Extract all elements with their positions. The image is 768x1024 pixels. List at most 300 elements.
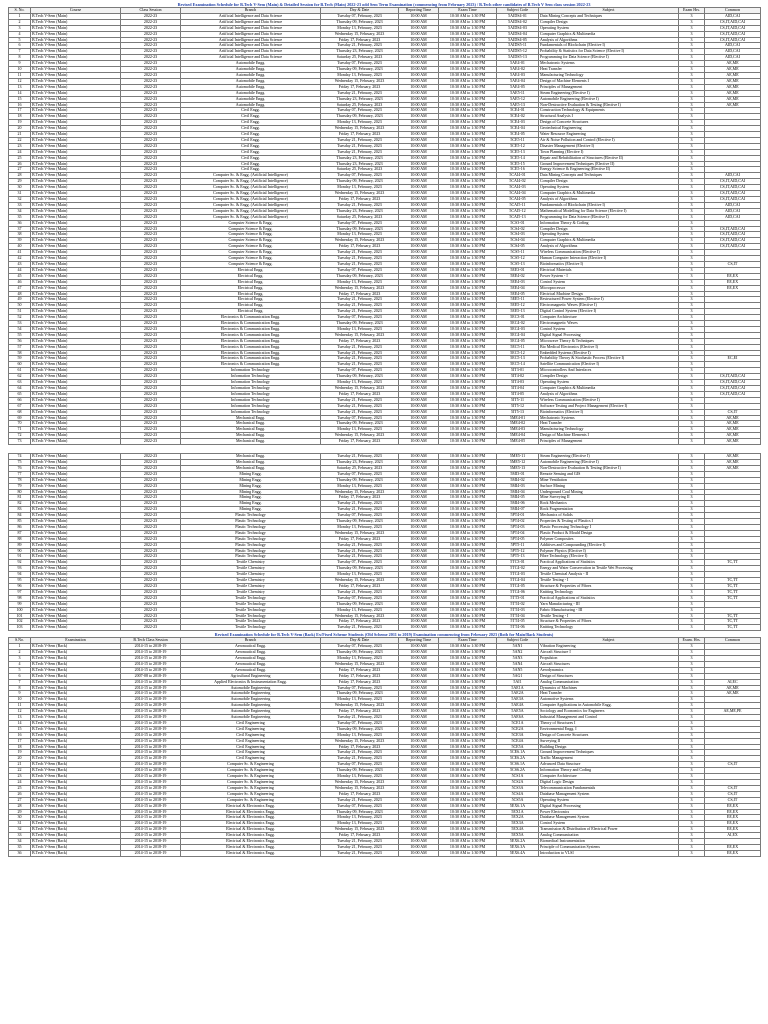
table-cell: EE,EX [705, 803, 761, 809]
table-cell: 5EE5-11 [497, 297, 539, 303]
table-cell: 3 [679, 96, 705, 102]
table-cell: 3 [679, 273, 705, 279]
table-cell: 2014-15 to 2018-19 [121, 756, 181, 762]
table-cell: 5AE5-11 [497, 90, 539, 96]
table-cell: 5CE5-11 [497, 137, 539, 143]
table-cell: 3 [679, 403, 705, 409]
table-cell: Computer Sc. & Engineering [181, 797, 321, 803]
table-cell: Friday 17, February, 2023 [321, 584, 399, 590]
table-cell: 5EX4A [497, 827, 539, 833]
table-cell: Tuesday 21, February, 2023 [321, 202, 399, 208]
table-cell: 10:00 AM [399, 220, 439, 226]
table-cell: 10:30 AM to 1:30 PM [439, 67, 497, 73]
table-cell: Industrial Management and Control [539, 715, 679, 721]
table-cell: 3 [679, 542, 705, 548]
table-cell: 22 [9, 768, 31, 774]
table-cell: 10:30 AM to 1:30 PM [439, 421, 497, 427]
table-cell: 2022-23 [121, 548, 181, 554]
table-cell: Computer Science & Engg. [181, 244, 321, 250]
table-cell: Agricultural Engineering [181, 673, 321, 679]
table-cell: B.Tech V-Sem (Main) [31, 303, 121, 309]
table-cell: Thursday 09, February, 2023 [321, 179, 399, 185]
table-cell: 5MI4-04 [497, 489, 539, 495]
table-cell: 10:00 AM [399, 589, 439, 595]
table-cell: Computer Science & Engg. [181, 232, 321, 238]
table-cell: 3 [679, 744, 705, 750]
table-cell: Mechanical Engg. [181, 415, 321, 421]
table-cell: 5PT5-11 [497, 542, 539, 548]
table-cell: 10:30 AM to 1:30 PM [439, 833, 497, 839]
table-cell: 5TT4-04 [497, 613, 539, 619]
table-cell: Computer Applications in Automobile Engg. [539, 703, 679, 709]
table-cell: CS,IT,AID,CAI [705, 386, 761, 392]
table-cell: Tuesday 21, February, 2023 [321, 43, 399, 49]
table-cell: 2022-23 [121, 507, 181, 513]
table-cell: 5EE3-01 [497, 267, 539, 273]
table-cell: 2022-23 [121, 578, 181, 584]
table-cell: 21 [9, 132, 31, 138]
table-cell: 2022-23 [121, 226, 181, 232]
table-cell: 10:00 AM [399, 96, 439, 102]
table-cell: Thursday 23, February, 2023 [321, 155, 399, 161]
table-cell: AID,CAI [705, 173, 761, 179]
table-cell: 2022-23 [121, 489, 181, 495]
table-cell: Thursday 09, February, 2023 [321, 273, 399, 279]
table-cell: B.Tech V-Sem (Back) [31, 644, 121, 650]
table-cell: 2022-23 [121, 208, 181, 214]
table-cell: 2014-15 to 2018-19 [121, 839, 181, 845]
table-cell: 10:30 AM to 1:30 PM [439, 465, 497, 471]
table-cell: 3 [679, 471, 705, 477]
table-cell: 3 [679, 132, 705, 138]
table-cell: 5AE4-02 [497, 67, 539, 73]
table-cell: 3 [679, 149, 705, 155]
table-cell: 3 [679, 161, 705, 167]
table-cell: B.Tech V-Sem (Back) [31, 673, 121, 679]
table-cell: Electronics & Communication Engg. [181, 332, 321, 338]
table-cell: Friday 17, February, 2023 [321, 495, 399, 501]
table-cell: B.Tech V-Sem (Main) [31, 524, 121, 530]
table-cell: 3 [679, 415, 705, 421]
table-cell: Structure & Properties of Fibres [539, 584, 679, 590]
table-cell: CS,IT,AID,CAI [705, 191, 761, 197]
table-cell: 10 [9, 697, 31, 703]
table-cell: 5CS4-05 [497, 244, 539, 250]
table-cell: 10:30 AM to 1:30 PM [439, 332, 497, 338]
table-cell: Probability Theory & Stochastic Process (Elective I) [539, 356, 679, 362]
table-cell: 5AIDS5-11 [497, 43, 539, 49]
table-cell: 32 [9, 197, 31, 203]
table-cell: 10:00 AM [399, 261, 439, 267]
table-cell: Automobile Engineering [181, 709, 321, 715]
table-cell: 10:00 AM [399, 495, 439, 501]
table-cell: 2022-23 [121, 572, 181, 578]
table-cell: 2 [9, 650, 31, 656]
table-cell: B.Tech V-Sem (Back) [31, 655, 121, 661]
table-cell: Mechatronic Systems [539, 61, 679, 67]
table-cell: Computer Sc. & Engineering [181, 768, 321, 774]
table-cell: Analog Communication [539, 679, 679, 685]
table-cell: Tuesday 21, February, 2023 [321, 90, 399, 96]
table-cell: 10:30 AM to 1:30 PM [439, 560, 497, 566]
table-cell: 10:30 AM to 1:30 PM [439, 386, 497, 392]
table-cell: 5EC4-02 [497, 321, 539, 327]
table-cell: Computer Sc. & Engg. (Artificial Intelligence) [181, 197, 321, 203]
table-cell: 16 [9, 732, 31, 738]
table-cell: 41 [9, 250, 31, 256]
table-cell: B.Tech V-Sem (Main) [31, 108, 121, 114]
table-cell: 5CE6.1A [497, 750, 539, 756]
table-cell: Fundamentals of Blockchain (Elective I) [539, 43, 679, 49]
table-cell: Plastic Technology [181, 530, 321, 536]
table-cell: 5PT5-13 [497, 554, 539, 560]
table-cell: Friday 17, February, 2023 [321, 391, 399, 397]
table-cell: 2022-23 [121, 397, 181, 403]
table-cell: 5 [9, 667, 31, 673]
table-cell: Automobile Engineering (Elective I) [539, 459, 679, 465]
table-cell: Compiler Design [539, 179, 679, 185]
table-cell: 94 [9, 572, 31, 578]
table-cell: AE,ME [705, 691, 761, 697]
table-cell: 10:30 AM to 1:30 PM [439, 548, 497, 554]
table-cell: Mining Engg. [181, 489, 321, 495]
table-cell: Principle of Communication Systems [539, 844, 679, 850]
table-cell: CS,IT,AID,CAI [705, 244, 761, 250]
table-cell: 10:30 AM to 1:30 PM [439, 454, 497, 460]
table-cell: 2022-23 [121, 25, 181, 31]
table-cell: 10:00 AM [399, 439, 439, 445]
main-table-body-continued [9, 454, 761, 631]
table-cell: 10:00 AM [399, 483, 439, 489]
table-cell: 3 [679, 703, 705, 709]
table-cell: 10:30 AM to 1:30 PM [439, 524, 497, 530]
table-cell: B.Tech V-Sem (Main) [31, 356, 121, 362]
table-cell: 77 [9, 471, 31, 477]
table-cell: Data Mining Concepts and Techniques [539, 13, 679, 19]
table-cell: 44 [9, 267, 31, 273]
table-cell: B.Tech V-Sem (Main) [31, 421, 121, 427]
table-cell: 74 [9, 454, 31, 460]
table-cell: 97 [9, 589, 31, 595]
table-cell: 5AG1 [497, 673, 539, 679]
table-cell: 14 [9, 720, 31, 726]
table-cell: 3 [679, 114, 705, 120]
table-cell: 10:30 AM to 1:30 PM [439, 815, 497, 821]
table-cell: 10:00 AM [399, 403, 439, 409]
table-cell: 3 [679, 667, 705, 673]
table-cell: B.Tech V-Sem (Back) [31, 750, 121, 756]
table-cell: 6 [9, 673, 31, 679]
table-cell: 10:00 AM [399, 380, 439, 386]
table-cell: Tuesday 21, February, 2023 [321, 625, 399, 631]
table-cell: 5EX1A [497, 809, 539, 815]
table-cell: Thursday 09, February, 2023 [321, 226, 399, 232]
table-cell: 65 [9, 391, 31, 397]
table-cell: Electrical Machine Design [539, 291, 679, 297]
table-cell: 18 [9, 114, 31, 120]
table-cell: TC,TT [705, 589, 761, 595]
table-cell: CS,IT,AID,CAI [705, 391, 761, 397]
table-cell: 10:30 AM to 1:30 PM [439, 613, 497, 619]
table-cell: Civil Engineering [181, 732, 321, 738]
table-cell: B.Tech V-Sem (Main) [31, 185, 121, 191]
table-cell: Thursday 09, February, 2023 [321, 726, 399, 732]
table-cell: B.Tech V-Sem (Main) [31, 279, 121, 285]
table-cell: 5AIDS5-13 [497, 55, 539, 61]
table-cell: 5TT4-06 [497, 625, 539, 631]
table-cell: B.Tech V-Sem (Back) [31, 850, 121, 856]
table-cell: AE,ME [705, 96, 761, 102]
column-header: Subject [539, 638, 679, 644]
table-cell: 10:30 AM to 1:30 PM [439, 839, 497, 845]
table-cell: 3 [679, 261, 705, 267]
table-cell: Database Management System [539, 815, 679, 821]
table-cell: 3 [679, 554, 705, 560]
table-cell: 6 [9, 43, 31, 49]
table-cell: Computer Sc. & Engineering [181, 785, 321, 791]
table-cell: B.Tech V-Sem (Main) [31, 285, 121, 291]
table-cell: B.Tech V-Sem (Main) [31, 114, 121, 120]
table-cell: Tuesday 07, February, 2023 [321, 108, 399, 114]
table-cell: Tuesday 21, February, 2023 [321, 362, 399, 368]
table-cell: 10:00 AM [399, 197, 439, 203]
table-cell: 5CS3A [497, 785, 539, 791]
table-cell: 27 [9, 797, 31, 803]
table-cell: Structural Analysis I [539, 114, 679, 120]
table-cell: B.Tech V-Sem (Back) [31, 697, 121, 703]
table-cell: Electrical & Electronics Engg. [181, 827, 321, 833]
table-cell: Sociology and Economics for Engineers [539, 709, 679, 715]
table-cell: Restructured Power System (Elective I) [539, 297, 679, 303]
table-cell: 3 [679, 173, 705, 179]
table-cell: 10:00 AM [399, 844, 439, 850]
table-cell: 2022-23 [121, 250, 181, 256]
table-cell: Non-Destructive Evaluation & Testing (Elective I) [539, 102, 679, 108]
table-cell: 35 [9, 844, 31, 850]
table-cell: B.Tech V-Sem (Main) [31, 542, 121, 548]
table-cell: 5IT4-02 [497, 374, 539, 380]
table-cell: 10:30 AM to 1:30 PM [439, 619, 497, 625]
table-cell: 5AIDS4-04 [497, 31, 539, 37]
table-cell: Monday 13, February, 2023 [321, 572, 399, 578]
table-cell: 10:00 AM [399, 244, 439, 250]
table-cell: Electrical & Electronics Engg. [181, 839, 321, 845]
table-cell: 17 [9, 108, 31, 114]
table-cell: B.Tech V-Sem (Main) [31, 84, 121, 90]
table-cell: TC,TT [705, 619, 761, 625]
table-cell: 10:30 AM to 1:30 PM [439, 477, 497, 483]
column-header: Day & Date [321, 638, 399, 644]
table-cell: 10:00 AM [399, 13, 439, 19]
table-cell: 10:00 AM [399, 31, 439, 37]
table-cell: 5CAI4-02 [497, 179, 539, 185]
table-cell: B.Tech V-Sem (Main) [31, 226, 121, 232]
table-cell: B.Tech V-Sem (Main) [31, 397, 121, 403]
column-header: Subject [539, 8, 679, 14]
table-cell: 3 [679, 102, 705, 108]
table-cell: TC,TT [705, 613, 761, 619]
table-cell: 3 [679, 601, 705, 607]
table-cell: 2022-23 [121, 232, 181, 238]
table-cell: Tuesday 21, February, 2023 [321, 715, 399, 721]
table-cell: AE,ME [705, 61, 761, 67]
table-cell: 5IT3-01 [497, 368, 539, 374]
table-cell: 5EE4-04 [497, 285, 539, 291]
table-cell: B.Tech V-Sem (Main) [31, 25, 121, 31]
table-cell: Plastic Technology [181, 542, 321, 548]
table-cell: Computer Science & Engg. [181, 220, 321, 226]
table-cell: 2014-15 to 2018-19 [121, 720, 181, 726]
table-cell: 5CE5-13 [497, 149, 539, 155]
table-cell: 10:30 AM to 1:30 PM [439, 161, 497, 167]
table-cell: 3 [679, 560, 705, 566]
table-cell: 10:00 AM [399, 37, 439, 43]
table-cell: EE,EX [705, 844, 761, 850]
table-cell: 5TT4-03 [497, 607, 539, 613]
table-cell: Thursday 23, February, 2023 [321, 459, 399, 465]
table-cell: 3 [679, 397, 705, 403]
table-cell: B.Tech V-Sem (Main) [31, 49, 121, 55]
table-cell: Artificial Intelligence and Data Science [181, 37, 321, 43]
table-cell: Energy Science & Engineering (Elective II) [539, 167, 679, 173]
table-cell: 3 [679, 459, 705, 465]
table-cell: 3 [679, 350, 705, 356]
table-cell: 10:00 AM [399, 625, 439, 631]
table-cell: CS,IT [705, 261, 761, 267]
table-cell: 10:30 AM to 1:30 PM [439, 501, 497, 507]
table-cell: 5EC5-13 [497, 356, 539, 362]
table-cell: 10:00 AM [399, 362, 439, 368]
schedule-title-back: Revised Examination Schedule for B.Tech V-Sem (Back) Ex/Fixed Scheme Students (Old Scheme 2011 to 2019) Examination commencing from February 2023 (Both for Main/Back Students) [214, 632, 554, 638]
table-cell: B.Tech V-Sem (Back) [31, 803, 121, 809]
table-cell: 2022-23 [121, 421, 181, 427]
table-cell: Automobile Engineering [181, 691, 321, 697]
table-cell: 10:00 AM [399, 803, 439, 809]
table-cell: 5CS4A [497, 791, 539, 797]
table-cell: B.Tech V-Sem (Main) [31, 530, 121, 536]
table-cell: B.Tech V-Sem (Main) [31, 102, 121, 108]
table-cell: Automobile Engg. [181, 67, 321, 73]
table-cell: TC,TT [705, 560, 761, 566]
table-cell: 3 [679, 839, 705, 845]
table-cell: Tuesday 07, February, 2023 [321, 720, 399, 726]
table-cell: Mechanical Engg. [181, 439, 321, 445]
table-cell: 2022-23 [121, 72, 181, 78]
table-cell: Friday 17, February, 2023 [321, 132, 399, 138]
table-cell: 2022-23 [121, 238, 181, 244]
table-cell: 10:30 AM to 1:30 PM [439, 589, 497, 595]
table-cell: 2022-23 [121, 625, 181, 631]
table-cell: Wireless Communication (Elective I) [539, 397, 679, 403]
table-cell: 5 [9, 37, 31, 43]
table-cell: 2014-15 to 2018-19 [121, 715, 181, 721]
table-cell: Friday 17, February, 2023 [321, 744, 399, 750]
table-cell: 5AIDS5-12 [497, 49, 539, 55]
table-cell: 2022-23 [121, 13, 181, 19]
table-cell: 2022-23 [121, 137, 181, 143]
table-cell: B.Tech V-Sem (Main) [31, 391, 121, 397]
table-cell: Civil Engineering [181, 750, 321, 756]
table-cell: 98 [9, 595, 31, 601]
table-cell: Applied Electronics & Instrumentation Engg. [181, 679, 321, 685]
table-cell: Computer Graphics & Multimedia [539, 191, 679, 197]
table-cell: Environmental Engg. I [539, 726, 679, 732]
table-cell: 10:00 AM [399, 185, 439, 191]
table-cell: Aeronautical Engg. [181, 661, 321, 667]
table-cell: 10:30 AM to 1:30 PM [439, 720, 497, 726]
table-cell: B.Tech V-Sem (Main) [31, 513, 121, 519]
table-cell: 5CS5A [497, 797, 539, 803]
table-cell: Structure & Properties of Fibres [539, 619, 679, 625]
table-cell: 11 [9, 703, 31, 709]
table-cell: Electrical & Electronics Engg. [181, 809, 321, 815]
table-cell: 8 [9, 685, 31, 691]
table-cell: 10:30 AM to 1:30 PM [439, 655, 497, 661]
table-cell: 10:00 AM [399, 332, 439, 338]
table-cell: Computer Sc. & Engineering [181, 774, 321, 780]
table-cell: 3 [679, 661, 705, 667]
table-cell: Computer Sc. & Engg. (Artificial Intelligence) [181, 191, 321, 197]
table-cell: 10:30 AM to 1:30 PM [439, 715, 497, 721]
table-cell: 3 [679, 536, 705, 542]
table-cell: Fabric Manufacturing - III [539, 607, 679, 613]
table-cell: 3 [679, 483, 705, 489]
table-cell: 10:30 AM to 1:30 PM [439, 19, 497, 25]
column-header: Common [705, 638, 761, 644]
table-cell: Monday 13, February, 2023 [321, 774, 399, 780]
table-cell: 3 [679, 644, 705, 650]
table-cell: 2022-23 [121, 368, 181, 374]
table-cell: B.Tech V-Sem (Main) [31, 13, 121, 19]
table-cell: B.Tech V-Sem (Back) [31, 709, 121, 715]
table-cell: 3 [679, 332, 705, 338]
table-cell: 10:00 AM [399, 720, 439, 726]
table-cell: 2022-23 [121, 465, 181, 471]
table-cell: B.Tech V-Sem (Main) [31, 427, 121, 433]
table-cell: 10:00 AM [399, 685, 439, 691]
table-cell: 5EE5-12 [497, 303, 539, 309]
table-cell: 2022-23 [121, 326, 181, 332]
table-cell: Electronics & Communication Engg. [181, 338, 321, 344]
table-cell: 11 [9, 72, 31, 78]
table-cell: 10:00 AM [399, 584, 439, 590]
table-cell: 2022-23 [121, 55, 181, 61]
table-cell: Bioinformatics (Elective I) [539, 409, 679, 415]
table-cell: Mining Engg. [181, 477, 321, 483]
table-cell: Plastic Technology [181, 548, 321, 554]
table-cell: 90 [9, 548, 31, 554]
table-cell: Programming for Data Science (Elective I) [539, 214, 679, 220]
table-cell: 10:30 AM to 1:30 PM [439, 774, 497, 780]
table-cell: 92 [9, 560, 31, 566]
table-cell: Automobile Engg. [181, 102, 321, 108]
table-cell: 26 [9, 161, 31, 167]
table-cell: Water Resource Engineering [539, 132, 679, 138]
table-cell: 10:30 AM to 1:30 PM [439, 703, 497, 709]
table-cell: Mechatronic Systems [539, 415, 679, 421]
table-cell: AE,ME [705, 427, 761, 433]
table-cell: 10:00 AM [399, 762, 439, 768]
table-cell: 10:00 AM [399, 607, 439, 613]
table-cell: 2014-15 to 2018-19 [121, 667, 181, 673]
column-header: Reporting Time [399, 8, 439, 14]
table-cell: Information Technology [181, 409, 321, 415]
table-cell: B.Tech V-Sem (Back) [31, 833, 121, 839]
table-cell: EE,EX [705, 273, 761, 279]
table-cell: 3 [679, 489, 705, 495]
table-cell: 3 [679, 756, 705, 762]
table-cell: 10:30 AM to 1:30 PM [439, 809, 497, 815]
